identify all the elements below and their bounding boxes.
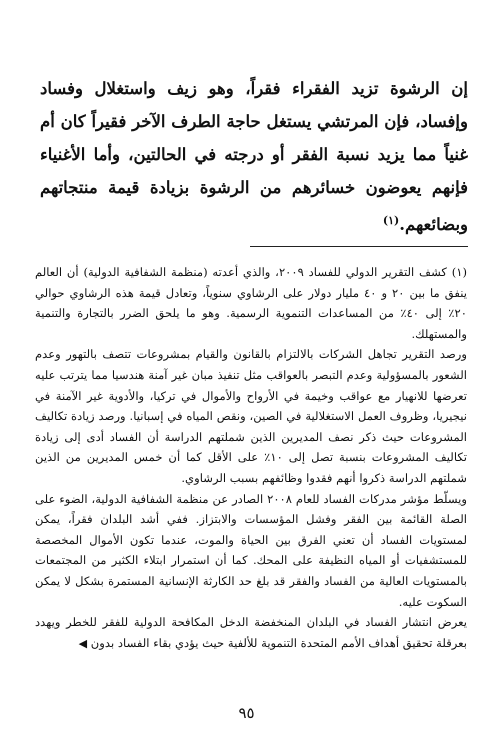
footnote-reference: (١) [382,214,400,227]
footnotes [35,262,467,654]
footnote-separator [250,246,468,247]
main-text [40,72,468,241]
footnote-paragraph-4 [35,612,467,654]
footnote-paragraph-2: ورصد التقرير تجاهل الشركات بالالتزام بالقانون والقيام بمشروعات تتصف بالتهور وعدم الشعور بالمسؤولية وعدم التبصر بالعواقب مثل تنفيذ مبان غير آمنة هندسيا مما يترتب عليه تعرضها للانهيار مع عواقب وخيمة في الأرواح والأموال في تركيا، والأدوية غير الآمنة في نيجيريا، وظروف العمل الاستغلالية في الصين، ونقص المياه في إسبانيا. ورصد زيادة تكاليف المشروعات حيث ذكر نصف المديرين الذين شملتهم الدراسة أن الفساد أدى إلى زيادة تكاليف المشروعات بنسبة تصل إلى ١٠٪ على الأقل كما أن خمس المديرين من الذين شملتهم الدراسة ذكروا أنهم فقدوا وظائفهم بسبب الرشاوي. [35,347,467,485]
footnote-paragraph-4-text: يعرض انتشار الفساد في البلدان المنخفضة الدخل المكافحة الدولية للفقر للخطر ويهدد بعرقلة تحقيق أهداف الأمم المتحدة التنموية للألفية حيث يؤدي بقاء الفساد بدون [35,615,467,650]
main-paragraph [40,72,468,241]
footnote-paragraph-1: (١) كشف التقرير الدولي للفساد ٢٠٠٩، والذي أعدته (منظمة الشفافية الدولية) أن العالم ينفق ما بين ٢٠ و ٤٠ مليار دولار على الرشاوي سنوياً، وتعادل قيمة هذه الرشاوي حوالي ٢٠٪ إلى ٤٠٪ من المساعدات التنموية الرسمية. وهو ما يلحق الضرر بالتجارة والتنمية والمستهلك. [35,265,468,341]
page-number: ٩٥ [238,704,255,722]
triangle-left-icon: ◀ [78,636,88,650]
main-paragraph-text: إن الرشوة تزيد الفقراء فقراً، وهو زيف واستغلال وفساد وإفساد، فإن المرتشي يستغل حاجة الطرف الآخر فقيراً كان أم غنياً مما يزيد نسبة الفقر أو درجته في الحالتين، وأما الأغنياء فإنهم يعوضون خسائرهم من الرشوة بزيادة قيمة منتجاتهم وبضائعهم. [40,79,468,234]
footnote-paragraph-3: ويسلّط مؤشر مدركات الفساد للعام ٢٠٠٨ الصادر عن منظمة الشفافية الدولية، الضوء على الصلة القائمة بين الفقر وفشل المؤسسات والابتزاز. ففي أشد البلدان فقراً، يمكن لمستويات الفساد أن تعني الفرق بين الحياة والموت، عندما تكون الأموال المخصصة للمستشفيات أو المياه النظيفة على المحك. كما أن استمرار ابتلاء الكثير من المجتمعات بالمستويات العالية من الفساد والفقر قد بلغ حد الكارثة الإنسانية المستمرة بشكل لا يمكن السكوت عليه. [35,491,467,609]
